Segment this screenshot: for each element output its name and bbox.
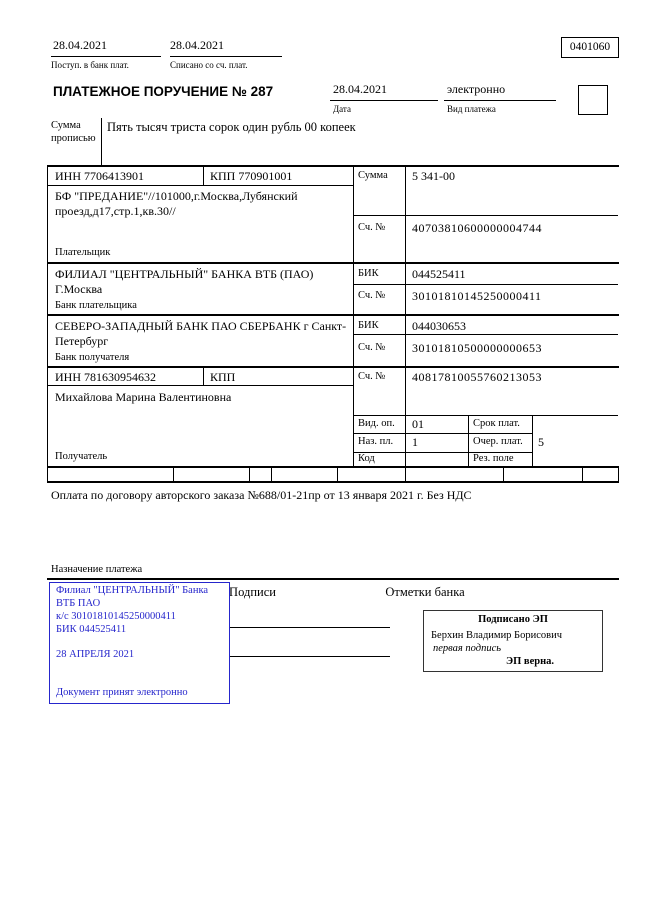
table-border-line bbox=[405, 165, 406, 466]
date-underline bbox=[330, 100, 438, 101]
date-label: Дата bbox=[333, 104, 351, 114]
payer-account: 40703810600000004744 bbox=[412, 221, 542, 235]
table-border-line bbox=[47, 578, 619, 580]
payee-section-label: Получатель bbox=[55, 451, 108, 462]
ep-verified-text: ЭП верна. bbox=[506, 656, 555, 667]
payment-kind-underline bbox=[444, 100, 556, 101]
payee-kpp: КПП bbox=[210, 370, 236, 384]
payer-bank-account-label: Сч. № bbox=[358, 290, 386, 301]
received-date-label: Поступ. в банк плат. bbox=[51, 60, 129, 70]
table-border-line bbox=[353, 433, 532, 434]
bank-marks-header: Отметки банка bbox=[385, 585, 465, 599]
payer-section-label: Плательщик bbox=[55, 247, 111, 258]
payee-account-label: Сч. № bbox=[358, 371, 386, 382]
payment-purpose-text: Оплата по договору авторского заказа №688/01-21пр от 13 января 2021 г. Без НДС bbox=[51, 488, 472, 502]
table-border-line bbox=[47, 466, 619, 468]
stamp-bank-name: Филиал "ЦЕНТРАЛЬНЫЙ" Банка ВТБ ПАО bbox=[56, 585, 209, 609]
op-purpose-code-label: Наз. пл. bbox=[358, 436, 394, 447]
payer-bank-section-label: Банк плательщика bbox=[55, 300, 137, 311]
table-border-line bbox=[203, 165, 204, 185]
payee-account: 40817810055760213053 bbox=[412, 370, 542, 384]
bank-acceptance-stamp bbox=[49, 582, 230, 704]
debited-date-label: Списано со сч. плат. bbox=[170, 60, 248, 70]
electronic-signature-box bbox=[423, 610, 603, 672]
op-type-label: Вид. оп. bbox=[358, 418, 395, 429]
payment-kind-label: Вид платежа bbox=[447, 104, 496, 114]
ep-signature-kind: первая подпись bbox=[433, 643, 502, 654]
payment-kind: электронно bbox=[447, 82, 506, 96]
table-border-line bbox=[353, 284, 618, 285]
table-border-line bbox=[271, 466, 272, 481]
payer-name: БФ "ПРЕДАНИЕ"//101000,г.Москва,Лубянский проезд,д17,стр.1,кв.30// bbox=[55, 189, 298, 218]
payer-account-label: Сч. № bbox=[358, 222, 386, 233]
payer-bank-account: 30101810145250000411 bbox=[412, 289, 542, 303]
table-border-line bbox=[405, 466, 406, 481]
table-border-line bbox=[173, 466, 174, 481]
table-border-line bbox=[47, 314, 619, 316]
op-term-label: Срок плат. bbox=[473, 418, 520, 429]
debited-date: 28.04.2021 bbox=[170, 38, 224, 52]
table-border-line bbox=[203, 366, 204, 385]
table-border-line bbox=[353, 334, 618, 335]
op-type-value: 01 bbox=[412, 417, 424, 431]
signature-line-1 bbox=[230, 627, 390, 628]
payee-bank-name: СЕВЕРО-ЗАПАДНЫЙ БАНК ПАО СБЕРБАНК г Санкт-Петербург bbox=[55, 319, 347, 348]
payer-inn: ИНН 7706413901 bbox=[55, 169, 144, 183]
table-border-line bbox=[582, 466, 583, 481]
payment-type-box bbox=[578, 85, 608, 115]
payer-bank-bik: 044525411 bbox=[412, 267, 466, 281]
table-border-line bbox=[353, 415, 618, 416]
payee-bank-section-label: Банк получателя bbox=[55, 352, 130, 363]
amount-words-divider bbox=[101, 118, 102, 166]
stamp-bik: БИК 044525411 bbox=[56, 624, 127, 635]
amount-value: 5 341-00 bbox=[412, 169, 455, 183]
op-purpose-code-value: 1 bbox=[412, 435, 418, 449]
op-priority-value: 5 bbox=[538, 435, 544, 449]
table-border-line bbox=[337, 466, 338, 481]
payer-kpp: КПП 770901001 bbox=[210, 169, 293, 183]
table-border-line bbox=[503, 466, 504, 481]
stamp-footer-text: Документ принят электронно bbox=[56, 687, 188, 698]
payer-bank-bik-label: БИК bbox=[358, 268, 379, 279]
amount-label: Сумма bbox=[358, 170, 388, 181]
table-border-line bbox=[353, 165, 354, 466]
payee-bank-bik-label: БИК bbox=[358, 320, 379, 331]
table-border-line bbox=[618, 466, 619, 481]
table-border-line bbox=[47, 165, 619, 167]
table-border-line bbox=[47, 185, 353, 186]
payee-bank-bik: 044030653 bbox=[412, 319, 466, 333]
document-title: ПЛАТЕЖНОЕ ПОРУЧЕНИЕ № 287 bbox=[53, 84, 274, 99]
table-border-line bbox=[47, 481, 619, 483]
table-border-line bbox=[353, 215, 618, 216]
signature-line-2 bbox=[230, 656, 390, 657]
stamp-corr-account: к/с 30101810145250000411 bbox=[56, 611, 176, 622]
amount-words: Пять тысяч триста сорок один рубль 00 копеек bbox=[107, 120, 356, 134]
received-date: 28.04.2021 bbox=[53, 38, 107, 52]
payee-inn: ИНН 781630954632 bbox=[55, 370, 156, 384]
payee-name: Михайлова Марина Валентиновна bbox=[55, 390, 232, 404]
payment-purpose-label: Назначение платежа bbox=[51, 564, 143, 575]
payer-bank-name: ФИЛИАЛ "ЦЕНТРАЛЬНЫЙ" БАНКА ВТБ (ПАО) Г.Москва bbox=[55, 267, 314, 296]
table-border-line bbox=[532, 415, 533, 466]
ep-signer-name: Берхин Владимир Борисович bbox=[431, 630, 562, 641]
op-reserve-label: Рез. поле bbox=[473, 453, 514, 464]
op-priority-label: Очер. плат. bbox=[473, 436, 523, 447]
table-border-line bbox=[47, 262, 619, 264]
stamp-date: 28 АПРЕЛЯ 2021 bbox=[56, 649, 135, 660]
form-code: 0401060 bbox=[569, 41, 611, 53]
amount-words-label: Сумма прописью bbox=[51, 120, 96, 144]
ep-title: Подписано ЭП bbox=[478, 614, 548, 625]
table-border-line bbox=[47, 165, 48, 483]
table-border-line bbox=[47, 385, 353, 386]
payee-bank-account-label: Сч. № bbox=[358, 342, 386, 353]
document-date: 28.04.2021 bbox=[333, 82, 387, 96]
payee-bank-account: 30101810500000000653 bbox=[412, 341, 542, 355]
debited-date-underline bbox=[170, 56, 282, 57]
received-date-underline bbox=[51, 56, 161, 57]
table-border-line bbox=[468, 415, 469, 466]
signatures-header: Подписи bbox=[229, 585, 276, 599]
table-border-line bbox=[47, 366, 619, 368]
table-border-line bbox=[249, 466, 250, 481]
op-code-label: Код bbox=[358, 453, 375, 464]
form-code-box bbox=[561, 37, 619, 58]
